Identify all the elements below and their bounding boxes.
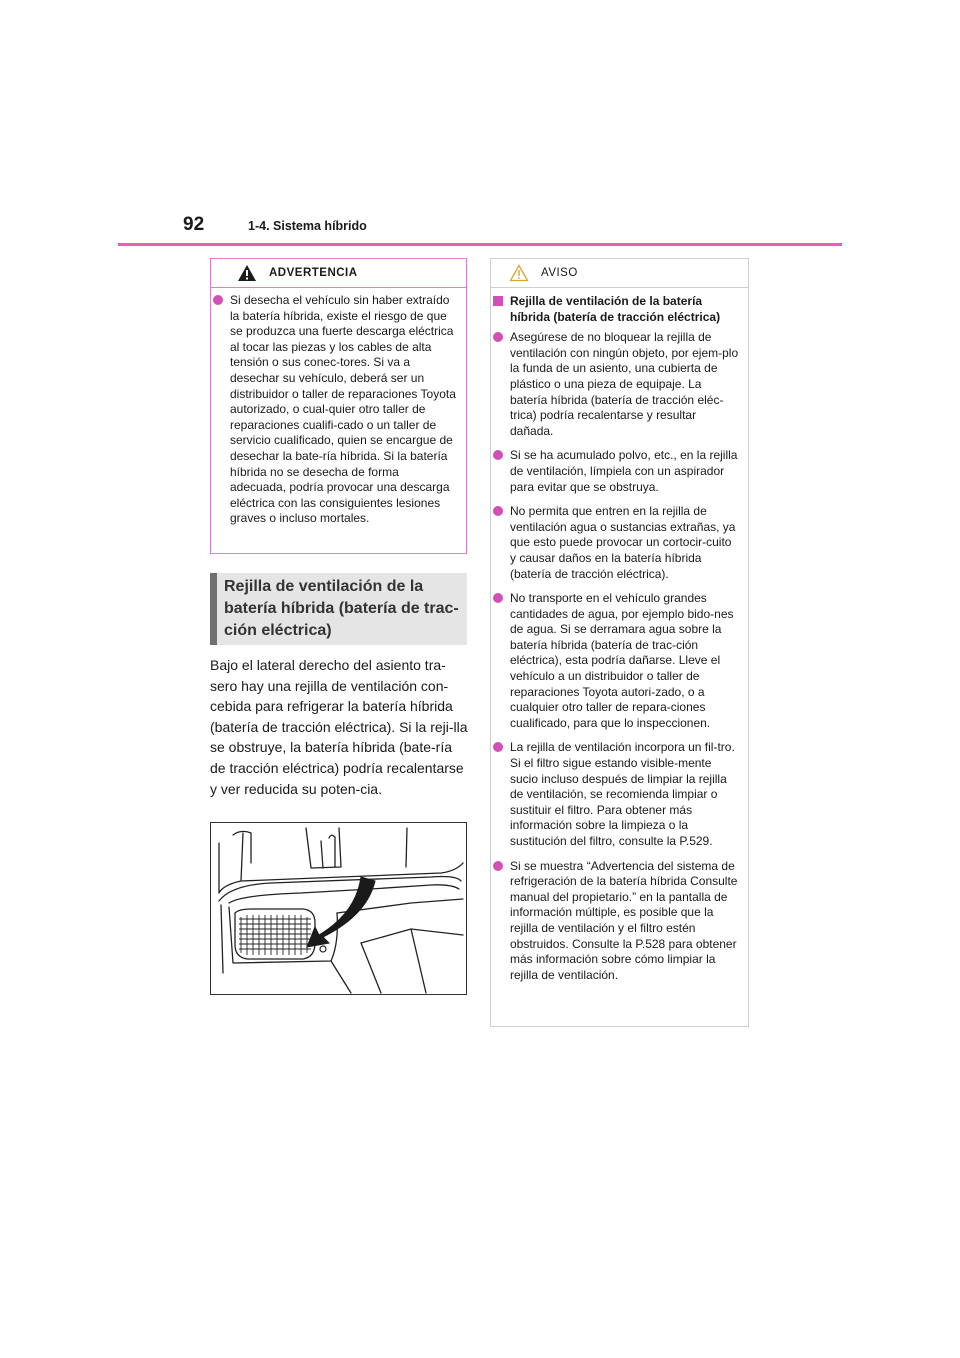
header-rule xyxy=(118,243,842,246)
bullet-dot-icon xyxy=(493,742,503,752)
heading-side-bar xyxy=(210,573,217,645)
bullet-dot-icon xyxy=(493,861,503,871)
notice-body xyxy=(491,288,748,983)
notice-box xyxy=(490,258,749,1027)
section-heading-block xyxy=(210,573,467,645)
warning-body xyxy=(211,288,466,527)
notice-bullet xyxy=(493,859,740,984)
notice-bullet xyxy=(493,504,740,582)
warning-title: ADVERTENCIA xyxy=(269,267,358,279)
notice-bullet-text: Asegúrese de no bloquear la rejilla de ventilación con ningún objeto, por ejem-plo la funda de un asiento, una cubierta de plástico o una pieza de equipaje. La batería híbrida (batería de tracción eléc-trica) podría recalentarse y resultar dañada. xyxy=(510,330,739,438)
warning-triangle-icon xyxy=(237,264,257,282)
notice-bullet-text: Si se ha acumulado polvo, etc., en la rejilla de ventilación, límpiela con un aspirador para evitar que se obstruya. xyxy=(510,448,738,494)
page-number: 92 xyxy=(183,214,205,235)
bullet-dot-icon xyxy=(493,450,503,460)
notice-bullet-text: Si se muestra “Advertencia del sistema de refrigeración de la batería híbrida Consulte manual del propietario.” en la pantalla de información múltiple, es posible que la rejilla de ventilación y el filtro estén obstruidos. Consulte la P.528 para obtener más información sobre cómo limpiar la rejilla de ventilación. xyxy=(510,858,738,982)
bullet-dot-icon xyxy=(493,593,503,603)
warning-box xyxy=(210,258,467,554)
section-title: 1-4. Sistema híbrido xyxy=(248,219,367,233)
rear-seat-vent-drawing xyxy=(211,823,466,994)
caution-triangle-icon xyxy=(509,264,529,282)
bullet-dot-icon xyxy=(213,295,223,305)
notice-subheading xyxy=(493,294,740,325)
notice-bullet xyxy=(493,740,740,849)
screw-icon xyxy=(320,946,326,952)
bullet-dot-icon xyxy=(493,332,503,342)
notice-bullet-text: No permita que entren en la rejilla de ventilación agua o sustancias extrañas, ya que esto puede provocar un cortocir-cuito y causar daños en la batería híbrida (batería de tracción eléctrica). xyxy=(510,504,736,581)
square-bullet-icon xyxy=(493,296,503,306)
warning-bullet xyxy=(213,293,456,527)
notice-header xyxy=(491,259,748,288)
notice-title: AVISO xyxy=(541,267,578,279)
warning-header xyxy=(211,259,466,288)
body-paragraph: Bajo el lateral derecho del asiento tra-sero hay una rejilla de ventilación con-cebida para refrigerar la batería híbrida (batería de tracción eléctrica). Si la reji-lla se obstruye, la batería híbrida (bate-ría de tracción eléctrica) podría recalentarse y ver reducida su poten-cia. xyxy=(210,657,468,797)
notice-bullet xyxy=(493,591,740,731)
vent-illustration xyxy=(210,822,467,995)
notice-bullet xyxy=(493,448,740,495)
notice-bullet xyxy=(493,330,740,439)
notice-subheading-text: Rejilla de ventilación de la batería híbrida (batería de tracción eléctrica) xyxy=(510,294,721,324)
bullet-dot-icon xyxy=(493,506,503,516)
section-heading: Rejilla de ventilación de la batería híbrida (batería de trac-ción eléctrica) xyxy=(224,578,459,639)
warning-bullet-text: Si desecha el vehículo sin haber extraído la batería híbrida, existe el riesgo de que se produzca una fuerte descarga eléctrica al tocar las piezas y los cables de alta tensión o sus conec-tores. Si va a desechar su vehículo, deberá ser un distribuidor o taller de reparaciones Toyota autorizado, o cual-quier otro taller de reparaciones cualifi-cado o un taller de servicio cualificado, quien se encargue de desechar la bate-ría híbrida. Si la batería híbrida no se desecha de forma adecuada, podría provocar una descarga eléctrica con las consiguientes lesiones graves o incluso mortales. xyxy=(230,293,456,526)
notice-bullet-text: La rejilla de ventilación incorpora un fil-tro. Si el filtro sigue estando visible-mente sucio incluso después de limpiar la rejilla de ventilación, se recomienda limpiar o sustituir el filtro. Para obtener más información sobre la limpieza o la sustitución del filtro, consulte la P.529. xyxy=(510,740,735,848)
notice-bullet-text: No transporte en el vehículo grandes cantidades de agua, por ejemplo bido-nes de agua. Si se derramara agua sobre la batería híbrida (batería de trac-ción eléctrica), esta podría dañarse. Lleve el vehículo a un distribuidor o taller de reparaciones Toyota autori-zado, o a cualquier otro taller de repara-ciones cualificado, para que lo inspeccionen. xyxy=(510,591,734,730)
